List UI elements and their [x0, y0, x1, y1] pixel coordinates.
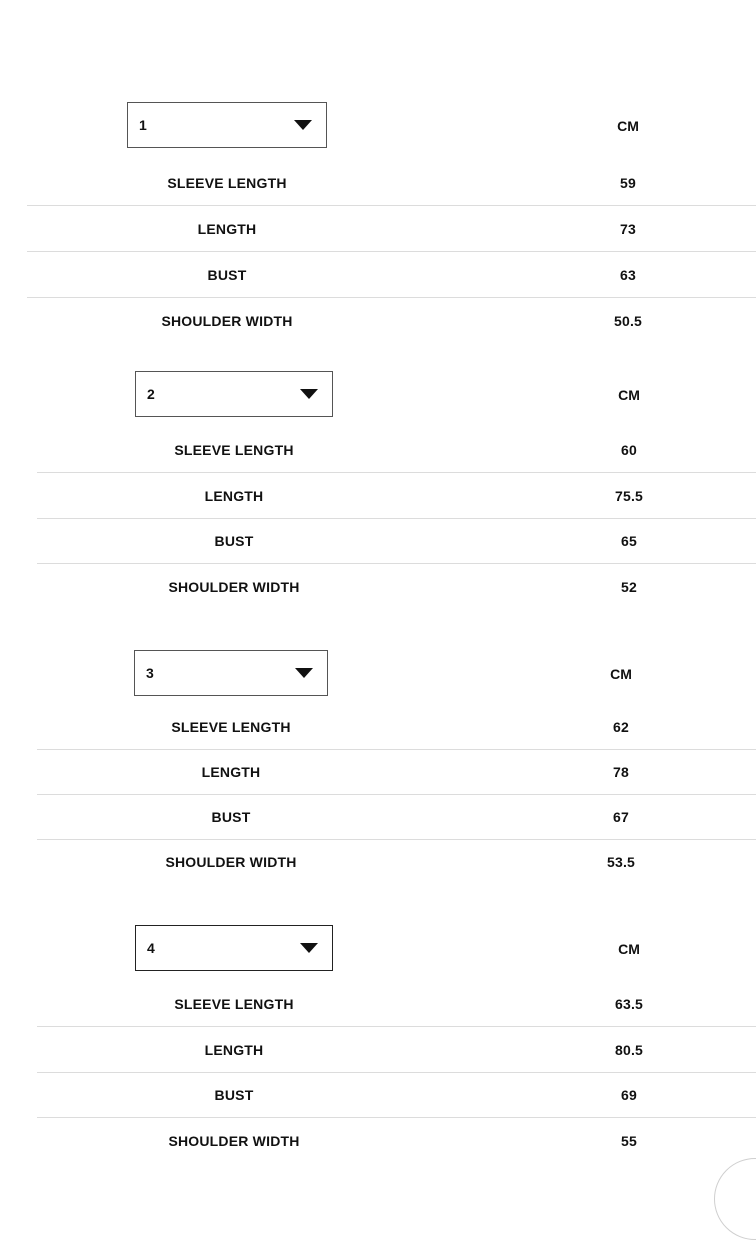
size-select-value: 3 [146, 665, 154, 681]
size-select-2[interactable] [135, 371, 333, 417]
table-row [0, 427, 756, 473]
table-row [0, 1027, 756, 1073]
unit-label: CM [618, 387, 640, 403]
measurement-value: 52 [621, 579, 637, 595]
table-row [0, 794, 756, 840]
measurement-value: 50.5 [613, 313, 643, 329]
table-row [0, 298, 756, 344]
measurement-label: SLEEVE LENGTH [174, 996, 294, 1012]
size-select-3[interactable] [134, 650, 328, 696]
table-row [0, 1118, 756, 1164]
size-select-value: 1 [139, 117, 147, 133]
size-select-1[interactable] [127, 102, 327, 148]
size-select-4[interactable] [135, 925, 333, 971]
measurement-value: 60 [621, 442, 637, 458]
measurement-label: SHOULDER WIDTH [168, 1133, 300, 1149]
measurement-label: SLEEVE LENGTH [174, 442, 294, 458]
measurement-label: BUST [207, 267, 247, 283]
caret-down-icon[interactable] [300, 943, 318, 953]
measurement-value: 75.5 [614, 488, 644, 504]
measurement-label: LENGTH [201, 764, 261, 780]
measurement-value: 80.5 [614, 1042, 644, 1058]
measurement-value: 63 [620, 267, 636, 283]
measurement-label: LENGTH [204, 1042, 264, 1058]
table-row [0, 981, 756, 1027]
table-row [0, 1072, 756, 1118]
measurement-value: 67 [613, 809, 629, 825]
caret-down-icon[interactable] [300, 389, 318, 399]
measurement-value: 55 [621, 1133, 637, 1149]
table-row [0, 160, 756, 206]
measurement-label: BUST [214, 533, 254, 549]
measurement-value: 59 [620, 175, 636, 191]
measurement-value: 63.5 [614, 996, 644, 1012]
table-row [0, 252, 756, 298]
unit-label: CM [610, 666, 632, 682]
table-row [0, 749, 756, 795]
table-row [0, 518, 756, 564]
table-row [0, 473, 756, 519]
measurement-label: BUST [214, 1087, 254, 1103]
measurement-label: SLEEVE LENGTH [167, 175, 287, 191]
caret-down-icon[interactable] [294, 120, 312, 130]
table-row [0, 704, 756, 750]
measurement-value: 62 [613, 719, 629, 735]
size-select-value: 2 [147, 386, 155, 402]
measurement-label: SHOULDER WIDTH [168, 579, 300, 595]
measurement-value: 78 [613, 764, 629, 780]
unit-label: CM [617, 118, 639, 134]
measurement-value: 53.5 [606, 854, 636, 870]
table-row [0, 839, 756, 885]
measurement-label: SLEEVE LENGTH [171, 719, 291, 735]
size-select-value: 4 [147, 940, 155, 956]
measurement-value: 73 [620, 221, 636, 237]
measurement-label: SHOULDER WIDTH [161, 313, 293, 329]
measurement-label: BUST [211, 809, 251, 825]
measurement-value: 69 [621, 1087, 637, 1103]
caret-down-icon[interactable] [295, 668, 313, 678]
table-row [0, 206, 756, 252]
measurement-label: LENGTH [204, 488, 264, 504]
measurement-value: 65 [621, 533, 637, 549]
corner-decoration [714, 1158, 756, 1240]
measurement-label: SHOULDER WIDTH [165, 854, 297, 870]
table-row [0, 564, 756, 610]
measurement-label: LENGTH [197, 221, 257, 237]
unit-label: CM [618, 941, 640, 957]
